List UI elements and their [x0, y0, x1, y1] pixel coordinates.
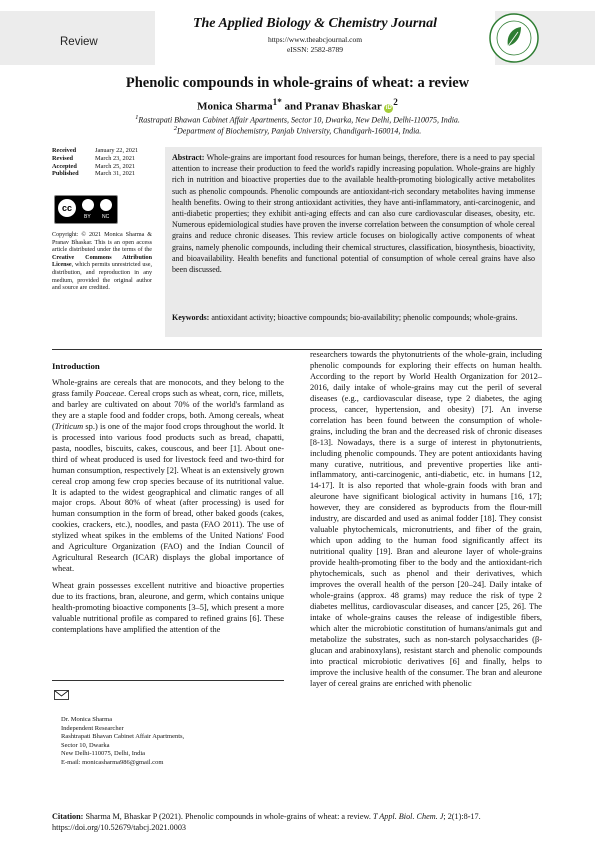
correspondence: [61, 716, 184, 768]
date-row: [52, 170, 138, 178]
cc-icon: cc: [58, 199, 76, 217]
left-column: [52, 378, 284, 636]
date-label: Published: [52, 170, 79, 178]
date-value: March 23, 2021: [95, 154, 136, 162]
orcid-icon[interactable]: iD: [385, 104, 392, 111]
paragraph: researchers towards the phytonutrients of the whole-grain, including phenolic compounds for exploring their effects on human health. According to the report by World Health Organization for 2012–2016, daily intake of whole-grains may cut the peril of several diseases (e.g., cardiovascular disease, type 2 diabetes, the aging process, cancer, hypertension, and obesity) [7]. An inverse correlation has been found between the consumption of whole-grains, including the bran and the decreased risk of chronic diseases [8-13]. Nowadays, there is a surge of interest in phytonutrients, including phenolic compounds. They are potent antioxidants having many curative, nutritious, and preventive properties like anti-inflammatory, anti-carcinogenic, anti-diabetic, etc. in humans [12, 14-17]. It is also reported that whole-grain foods with bran and aleurone have significant biological activity in humans [16, 17]; however, they are considered as byproducts from the flour-mill industry, are discarded and used as animal fodder [18]. They consist valuable phytochemicals, micronutrients, and fiber of the grain, which upon adding to the human food significantly affect its nutritional quality [19]. Bran and aleurone layer of whole-grains provide health-promoting fiber to the body and the antioxidant-rich phytochemicals, such as phenol and their derivatives, which improves the overall health of the person [20–24]. Daily intake of whole-grains (approx. 48 grams) may reduce the risk of type 2 diabetes mellitus, cardiovascular diseases, and cancer [25, 26]. The intake of whole-grains causes the release of indigestible fibers, which alter the microbiotic constitution of humans/animals gut and metabolize the substrates, such as non-starch polysaccharides (β-glucan and arabinoxylans), resistant starch and phenolic compounds into practical microbiotic derivatives [6] and finally, helps to improve the inclusive health of the consumer. The bran and aleurone layer of cereal grains are enriched with phenolic: [310, 350, 542, 688]
date-label: Accepted: [52, 162, 77, 170]
citation-text: Sharma M, Bhaskar P (2021). Phenolic compounds in whole-grains of wheat: a review.: [83, 812, 373, 821]
author-join: and: [281, 100, 306, 113]
copyright-text-end: , which permits unrestricted use, distribution, and reproduction in any medium, provided the original author and source are credited.: [52, 262, 152, 292]
text-run: sp.) is one of the major food crops throughout the world. It is processed into various food products such as bread, chapatti, pasta, noodles, biscuits, cakes, couscous, and beer [1]. About one-third of wheat produced is used for livestock feed and two-third for human consumption, respectively [2]. Wheat is an extensively grown cereal crop among few crop species because of its nutritional value. It is adapted to the widest geographical and climatic ranges of all major crops. About 80% of wheat (after processing) is used for human consumption in the form of bread, other baked goods (cakes, cookies, crackers, etc.), noodles, and pasta (FAO 2011). The use of stylized wheat spikes in the emblems of the United Nations' Food and Agriculture Organization (FAO) and the Indian Council of Agricultural Research (ICAR) displays the global importance of wheat.: [52, 421, 284, 574]
citation: [52, 812, 542, 833]
keywords-label: Keywords:: [172, 313, 210, 322]
right-column: [310, 350, 542, 690]
date-value: March 31, 2021: [95, 170, 136, 178]
author-1: Monica Sharma: [197, 100, 273, 113]
nc-label: NC: [102, 214, 110, 220]
journal-eissn: eISSN: 2582-8789: [286, 45, 344, 54]
author-2: Pranav Bhaskar: [305, 100, 382, 113]
author-line: [55, 97, 540, 113]
aff-1-marker: 1: [135, 114, 139, 121]
citation-label: Citation:: [52, 812, 84, 821]
contact-line: Independent Researcher: [61, 724, 124, 732]
journal-title: The Applied Biology & Chemistry Journal: [192, 16, 438, 31]
envelope-icon: [54, 690, 69, 700]
contact-line: Dr. Monica Sharma: [61, 716, 113, 723]
abstract: [172, 152, 535, 275]
section-heading: Introduction: [52, 361, 100, 371]
affiliation-1: [55, 114, 540, 125]
aff-2-marker: 2: [173, 125, 178, 132]
author-1-marker: 1*: [272, 97, 282, 107]
license-link[interactable]: Creative Commons Attribution License: [52, 254, 152, 269]
date-row: [52, 155, 138, 163]
journal-logo-icon: [488, 12, 540, 64]
aff-1-text: Rastrapati Bhawan Cabinet Affair Apartments, Sector 10, Dwarka, New Delhi, Delhi-110075, India.: [138, 115, 460, 125]
keywords-text: antioxidant activity; bioactive compounds; bio-availability; phenolic compounds; whole-grains.: [211, 313, 518, 322]
citation-journal: T Appl. Biol. Chem. J: [372, 812, 444, 821]
affiliation-2: [55, 125, 540, 136]
nc-dollar-icon: [100, 199, 112, 211]
by-label: BY: [84, 214, 91, 220]
footnote-rule: [52, 680, 284, 681]
date-value: January 22, 2021: [95, 147, 139, 154]
italic-term: Poaceae: [95, 388, 125, 398]
contact-line: Sector 10, Dwarka: [61, 741, 110, 749]
contact-line: New Delhi-110075, Delhi, India: [61, 750, 146, 758]
paragraph: [52, 378, 284, 575]
paper-title: Phenolic compounds in whole-grains of wheat: a review: [125, 75, 470, 91]
author-2-marker: 2: [393, 97, 398, 107]
text-run: . Cereal crops such as wheat, corn, rice, millets, and barley are cultivated on about 70% of the world's farmland as they are a staple food and fodder crops, both. Among cereals, wheat (: [52, 388, 284, 431]
paragraph: Wheat grain possesses excellent nutritive and bioactive properties due to its fractions, bran, aleurone, and germ, which contains unique health-promoting bioactive components [3–5], which present a more valuable nutritional profile as compared to refined grains [6]. These contemplations have amplified the attention of the: [52, 581, 284, 634]
article-dates: [52, 147, 138, 178]
date-label: Revised: [52, 154, 73, 162]
contact-email[interactable]: E-mail: monicasharma986@gmail.com: [61, 758, 164, 766]
date-label: Received: [52, 147, 77, 154]
keywords: [172, 313, 535, 324]
copyright-notice: [52, 232, 152, 293]
citation-doi[interactable]: ; 2(1):8-17. https://doi.org/10.52679/tabcj.2021.0003: [52, 812, 481, 832]
date-value: March 25, 2021: [95, 162, 136, 170]
date-row: [52, 163, 138, 171]
cc-license-badge[interactable]: [54, 195, 118, 224]
aff-2-text: Department of Biochemistry, Panjab University, Chandigarh-160014, India.: [177, 126, 422, 136]
italic-term: Triticum: [54, 421, 84, 431]
abstract-label: Abstract:: [172, 153, 205, 162]
abstract-text: Whole-grains are important food resources for human beings, therefore, there is a need to pay special attention to increase their production to feed the world's rapidly increasing population. Whole-grains are highly rich in nutrition and bioactive properties due to the available health-promoting biologically active metabolites such as phenolic compounds. Phenolic compounds are antioxidant-rich secondary metabolites having immense health benefits. Owing to their strong antioxidant activities, they have anti-inflammatory, anti-carcinogenic, and anti-diabetic properties; they exhibit anti-aging effects and can also cure cardiovascular diseases, obesity, etc. Numerous epidemiological studies have proven the inverse correlation between the consumption of whole cereal grains and reduce chronic diseases. This review article focuses on biologically active components of wheat grains, namely phenolic compounds, including their chemical structures, classification, biosynthesis, bioactivity, and bioavailability. Health benefits and functional potential of consumption of whole cereal grains have also been discussed.: [172, 153, 535, 275]
contact-line: Rashtrapati Bhavan Cabinet Affair Apartments,: [61, 733, 185, 741]
section-label: Review: [60, 36, 98, 48]
text-run: Whole-grains are cereals that are monocots, and they belong to the grass family: [52, 378, 284, 398]
copyright-text: Copyright: © 2021 Monica Sharma & Pranav Bhaskar. This is an open access article distributed under the terms of the: [52, 232, 152, 254]
journal-url[interactable]: https://www.theabcjournal.com: [267, 35, 363, 44]
date-row: [52, 147, 138, 155]
by-person-icon: [82, 199, 94, 211]
